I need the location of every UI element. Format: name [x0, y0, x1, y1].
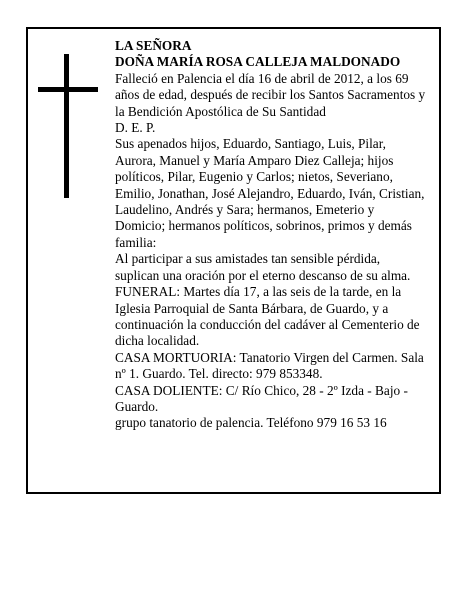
cross-horizontal-bar	[38, 87, 98, 92]
prayer-request: Al participar a sus amistades tan sensible pérdida, suplican una oración por el eterno descanso de su alma.	[115, 251, 411, 283]
notice-heading: LA SEÑORA	[115, 38, 192, 53]
family-list: Sus apenados hijos, Eduardo, Santiago, Luis, Pilar, Aurora, Manuel y María Amparo Diez Calleja; hijos políticos, Pilar, Eugenio y Carlos; nietos, Severiano, Emilio, Jonathan, José Alejandro, Eduardo, Iván, Cristian, Laudelino, Andrés y Sara; hermanos, Emeterio y Domicio; hermanos políticos, sobrinos, primos y demás familia:	[115, 136, 425, 250]
cross-icon	[38, 54, 98, 198]
funeral-info: FUNERAL: Martes día 17, a las seis de la tarde, en la Iglesia Parroquial de Santa Bárbara, de Guardo, y a continuación la conducción del cadáver al Cementerio de dicha localidad.	[115, 284, 420, 349]
cross-vertical-bar	[64, 54, 69, 198]
funeral-group-contact: grupo tanatorio de palencia. Teléfono 979 16 53 16	[115, 415, 387, 431]
family-home-info: CASA DOLIENTE: C/ Río Chico, 28 - 2º Izda - Bajo - Guardo.	[115, 382, 408, 414]
deceased-name: DOÑA MARÍA ROSA CALLEJA MALDONADO	[115, 54, 401, 70]
rip-line: D. E. P.	[115, 120, 156, 136]
death-details: Falleció en Palencia el día 16 de abril de 2012, a los 69 años de edad, después de recibir los Santos Sacramentos y la Bendición Apostólica de Su Santidad	[115, 70, 426, 119]
funeral-home-info: CASA MORTUORIA: Tanatorio Virgen del Carmen. Sala nº 1. Guardo. Tel. directo: 979 853348.	[115, 349, 424, 382]
obituary-text	[115, 38, 427, 432]
